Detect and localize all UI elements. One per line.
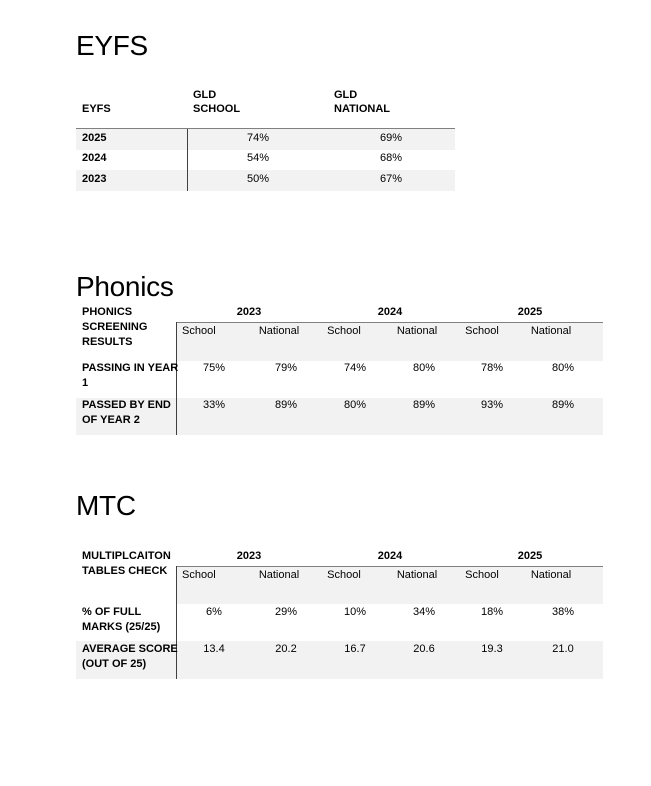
eyfs-year: 2023 [82,173,107,185]
phonics-value: 75% [202,362,226,374]
phonics-year-2024: 2024 [377,306,403,318]
phonics-row-label-line2: 1 [82,377,89,389]
phonics-value: 89% [551,399,575,411]
phonics-col-national-2024: National [396,325,438,337]
eyfs-column-divider [187,129,188,191]
phonics-value: 89% [412,399,436,411]
phonics-year-2025: 2025 [517,306,543,318]
eyfs-header-school-line1: GLD [193,89,217,101]
phonics-row-label-line1: PASSING IN YEAR [82,362,179,374]
mtc-row-label-line1: % OF FULL [82,606,142,618]
phonics-col-school-2023: School [182,325,216,337]
phonics-col-school-2024: School [327,325,361,337]
phonics-col-national-2025: National [530,325,572,337]
mtc-row-label-line1: AVERAGE SCORE [82,643,178,655]
eyfs-school-value: 54% [246,152,270,164]
eyfs-school-value: 50% [246,173,270,185]
eyfs-year: 2024 [82,152,107,164]
phonics-row-label-line2: OF YEAR 2 [82,414,140,426]
mtc-header-label-line2: TABLES CHECK [82,565,168,577]
mtc-header-label-line1: MULTIPLCAITON [82,550,171,562]
eyfs-header-label: EYFS [82,103,111,115]
mtc-col-school-2025: School [465,569,499,581]
mtc-row-label-line2: (OUT OF 25) [82,658,147,670]
mtc-value: 19.3 [481,643,503,655]
phonics-col-school-2025: School [465,325,499,337]
phonics-value: 79% [274,362,298,374]
eyfs-national-value: 67% [379,173,403,185]
eyfs-header-school-line2: SCHOOL [193,103,241,115]
phonics-value: 33% [202,399,226,411]
phonics-value: 78% [480,362,504,374]
mtc-col-school-2023: School [182,569,216,581]
eyfs-national-value: 68% [379,152,403,164]
mtc-col-national-2025: National [530,569,572,581]
mtc-row-label-line2: MARKS (25/25) [82,621,161,633]
phonics-header-label-line1: PHONICS [82,306,133,318]
mtc-value: 18% [480,606,504,618]
mtc-col-national-2023: National [258,569,300,581]
mtc-value: 13.4 [203,643,225,655]
mtc-col-school-2024: School [327,569,361,581]
mtc-year-2024: 2024 [377,550,403,562]
mtc-value: 29% [274,606,298,618]
mtc-year-2023: 2023 [236,550,262,562]
phonics-header-label-line2: SCREENING [82,321,148,333]
mtc-value: 10% [343,606,367,618]
phonics-col-national-2023: National [258,325,300,337]
mtc-header-rule [177,566,603,567]
mtc-value: 21.0 [552,643,574,655]
phonics-year-2023: 2023 [236,306,262,318]
phonics-value: 80% [551,362,575,374]
mtc-year-2025: 2025 [517,550,543,562]
phonics-header-rule [177,322,603,323]
mtc-column-divider [176,566,177,679]
phonics-column-divider [176,322,177,435]
mtc-heading: MTC [76,490,136,521]
phonics-value: 74% [343,362,367,374]
phonics-value: 93% [480,399,504,411]
eyfs-year: 2025 [82,132,107,144]
eyfs-school-value: 74% [246,132,270,144]
mtc-value: 34% [412,606,436,618]
mtc-value: 16.7 [344,643,366,655]
phonics-row-label-line1: PASSED BY END [82,399,171,411]
mtc-col-national-2024: National [396,569,438,581]
phonics-heading: Phonics [76,271,174,302]
eyfs-national-value: 69% [379,132,403,144]
phonics-value: 80% [412,362,436,374]
phonics-value: 89% [274,399,298,411]
eyfs-header-national-line2: NATIONAL [334,103,391,115]
phonics-header-label-line3: RESULTS [82,336,133,348]
mtc-value: 20.6 [413,643,435,655]
phonics-value: 80% [343,399,367,411]
mtc-value: 6% [206,606,222,618]
eyfs-heading: EYFS [76,30,148,61]
mtc-value: 20.2 [275,643,297,655]
eyfs-header-national-line1: GLD [334,89,358,101]
mtc-value: 38% [551,606,575,618]
